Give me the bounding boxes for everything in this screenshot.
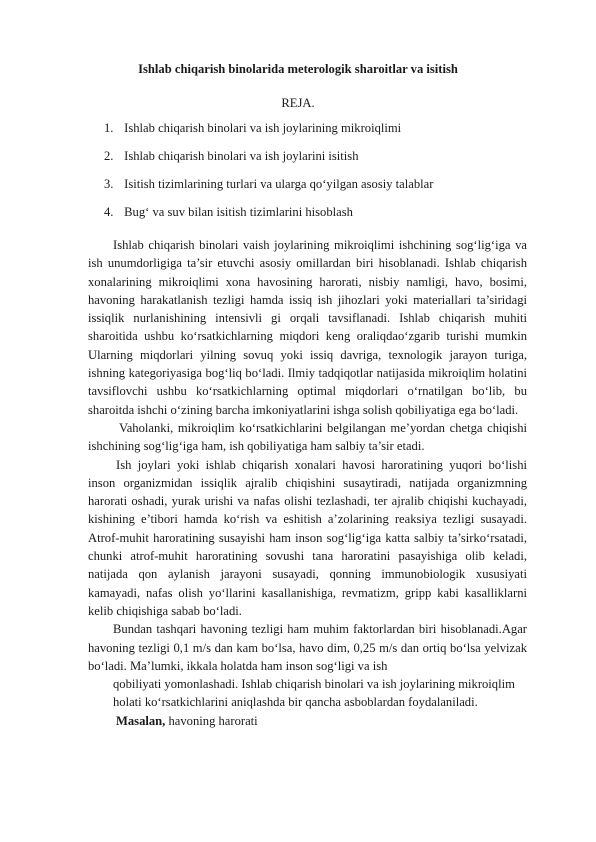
body-paragraph: qobiliyati yomonlashadi. Ishlab chiqarish binolari va ish joylarining mikroiqlim xyxy=(113,677,515,692)
plan-item-text: Isitish tizimlarining turlari va ularga qo‘yilgan asosiy talablar xyxy=(124,177,434,191)
body-paragraph: Ishlab chiqarish binolari vaish joylarining mikroiqlimi ishchining sog‘lig‘iga va ish unumdorligiga ta’sir etuvchi asosiy omillardan biri hisoblanadi. Ishlab chiqarish xonalarining mikroiqlimi xona havosining harorati, nisbiy namligi, havo, bosimi, havoning harakatlanish tezligi hamda issiq ish jihozlari yoki materiallari ta’siridagi issiqlik nurlanishining intensivli gi orqali tavsiflanadi. Ishlab chiqarish muhiti sharoitida ushbu ko‘rsatkichlarning miqdori keng oraliqdao‘zgarib turishi mumkin Ularning miqdorlari yilning sovuq yoki issiq davriga, texnologik jarayon turiga, ishning kategoriyasiga bog‘liq bo‘ladi. Ilmiy tadqiqotlar natijasida mikroiqlim holatini tavsiflovchi ushbu ko‘rsatkichlarning optimal miqdorlari o‘rnatilgan bo‘lib, bu sharoitda ishchi o‘zining barcha imkoniyatlarini ishga solish qobiliyatiga ega bo‘ladi. xyxy=(88,238,527,417)
bold-lead-word: Masalan, xyxy=(116,713,166,728)
plan-item-number: 3. xyxy=(104,177,114,191)
document-title: Ishlab chiqarish binolarida meterologik sharoitlar va isitish xyxy=(138,62,458,76)
plan-item-text: Ishlab chiqarish binolari va ish joylarining mikroiqlimi xyxy=(124,121,402,135)
plan-item xyxy=(104,177,433,205)
body-paragraph: Vaholanki, mikroiqlim ko‘rsatkichlarini belgilangan me’yordan chetga chiqishi ishchining sog‘lig‘iga ham, ish qobiliyatiga ham salbiy ta’sir etadi. xyxy=(88,420,527,454)
plan-item xyxy=(104,121,433,149)
body-paragraph: Ish joylari yoki ishlab chiqarish xonalari havosi haroratining yuqori bo‘lishi inson organizmidan issiqlik ajralib chiqishini susaytiradi, natijada organizmning harorati oshadi, yurak urishi va nafas olishi tezlashadi, ter ajralib chiqishi kuchayadi, kishining e’tibori hamda ko‘rish va eshitish a’zolarining reaksiya tezligi susayadi. Atrof-muhit haroratining susayishi ham inson sog‘lig‘iga katta salbiy ta’sirko‘rsatadi, chunki atrof-muhit haroratining sovushi tana haroratini pasayishiga olib keladi, natijada qon aylanish jarayoni susayadi, qonning immunobiologik xususiyati kamayadi, nafas olish yo‘llarini kasallanishiga, revmatizm, gripp kabi kasalliklarni kelib chiqishiga sabab bo‘ladi. xyxy=(88,457,527,618)
body-paragraph: holati ko‘rsatkichlarini aniqlashda bir qancha asboblardan foydalaniladi. xyxy=(113,695,478,710)
plan-item xyxy=(104,149,433,177)
plan-item-number: 2. xyxy=(104,149,114,163)
last-line-text: havoning harorati xyxy=(165,713,258,728)
plan-item-text: Ishlab chiqarish binolari va ish joylarini isitish xyxy=(124,149,359,163)
body-paragraph-last xyxy=(88,712,527,730)
plan-item-number: 1. xyxy=(104,121,114,135)
document-body xyxy=(88,236,527,730)
plan-item-number: 4. xyxy=(104,205,114,219)
plan-item xyxy=(104,205,433,233)
plan-item-text: Bug‘ va suv bilan isitish tizimlarini hisoblash xyxy=(124,205,353,219)
plan-list xyxy=(104,121,433,233)
plan-heading: REJA. xyxy=(281,96,315,110)
body-paragraph: Bundan tashqari havoning tezligi ham muhim faktorlardan biri hisoblanadi.Agar havoning tezligi 0,1 m/s dan kam bo‘lsa, havo dim, 0,25 m/s dan ortiq bo‘lsa yelvizak bo‘ladi. Ma’lumki, ikkala holatda ham inson sog‘ligi va ish xyxy=(88,622,527,673)
